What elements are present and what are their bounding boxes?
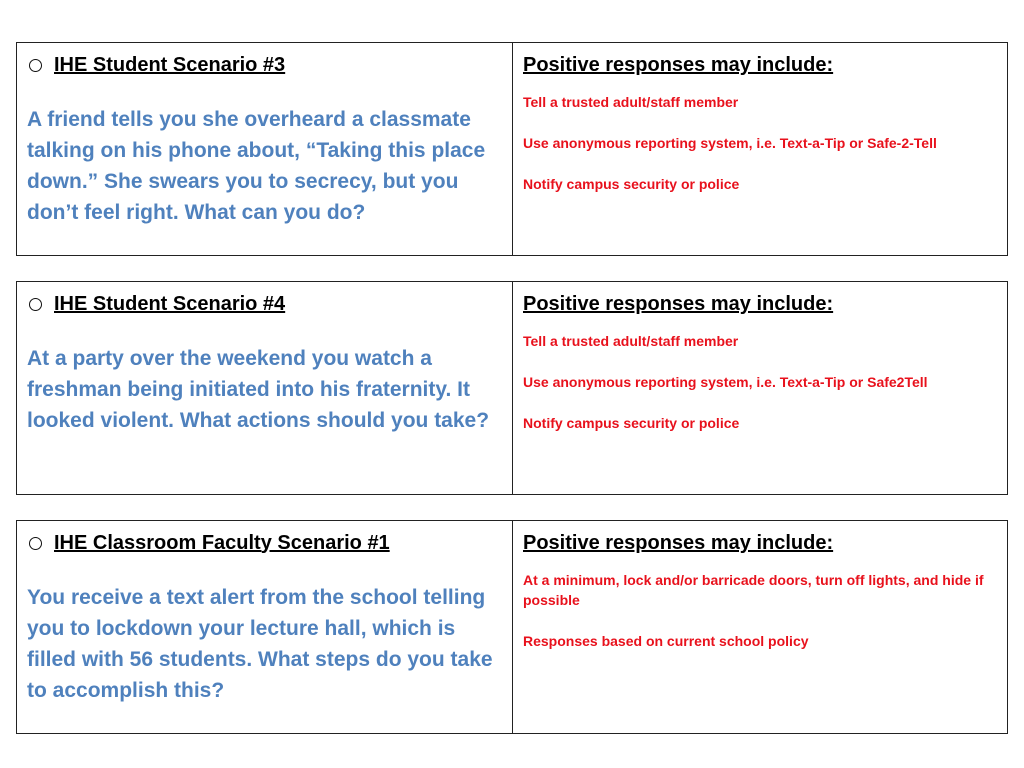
scenario-text: A friend tells you she overheard a classmate talking on his phone about, “Taking this place down.” She swears you to secrecy, but you don’t feel right. What can you do?: [27, 108, 486, 224]
scenario-heading: [27, 51, 502, 79]
circle-bullet-icon: [29, 298, 42, 311]
scenario-table-3: [16, 520, 1008, 734]
response-item: Responses based on current school policy: [523, 633, 809, 649]
responses-title: Positive responses may include:: [523, 532, 834, 554]
scenario-cell: [17, 282, 513, 494]
scenario-text: You receive a text alert from the school telling you to lockdown your lecture hall, which is filled with 56 students. What steps do you take to accomplish this?: [27, 586, 493, 702]
scenario-text: At a party over the weekend you watch a freshman being initiated into his fraternity. It looked violent. What actions should you take?: [27, 347, 490, 432]
responses-title: Positive responses may include:: [523, 293, 834, 315]
response-item: Notify campus security or police: [523, 176, 740, 192]
scenario-table-1: [16, 42, 1008, 256]
scenario-title: IHE Student Scenario #4: [54, 292, 286, 315]
scenario-cell: [17, 521, 513, 733]
scenario-table-2: [16, 281, 1008, 495]
responses-list: [523, 331, 997, 433]
responses-cell: [513, 282, 1007, 494]
responses-title: Positive responses may include:: [523, 54, 834, 76]
response-item: Use anonymous reporting system, i.e. Text-a-Tip or Safe-2-Tell: [523, 135, 937, 151]
circle-bullet-icon: [29, 59, 42, 72]
scenario-title: IHE Classroom Faculty Scenario #1: [54, 531, 390, 554]
response-item: Notify campus security or police: [523, 415, 740, 431]
response-item: Tell a trusted adult/staff member: [523, 94, 739, 110]
response-item: Tell a trusted adult/staff member: [523, 333, 739, 349]
scenario-title: IHE Student Scenario #3: [54, 53, 286, 76]
scenario-heading: [27, 529, 502, 557]
circle-bullet-icon: [29, 537, 42, 550]
responses-cell: [513, 521, 1007, 733]
responses-list: [523, 92, 997, 194]
scenario-cell: [17, 43, 513, 255]
responses-list: [523, 570, 997, 651]
response-item: At a minimum, lock and/or barricade doors, turn off lights, and hide if possible: [523, 572, 984, 608]
response-item: Use anonymous reporting system, i.e. Text-a-Tip or Safe2Tell: [523, 374, 928, 390]
responses-cell: [513, 43, 1007, 255]
scenario-heading: [27, 290, 502, 318]
